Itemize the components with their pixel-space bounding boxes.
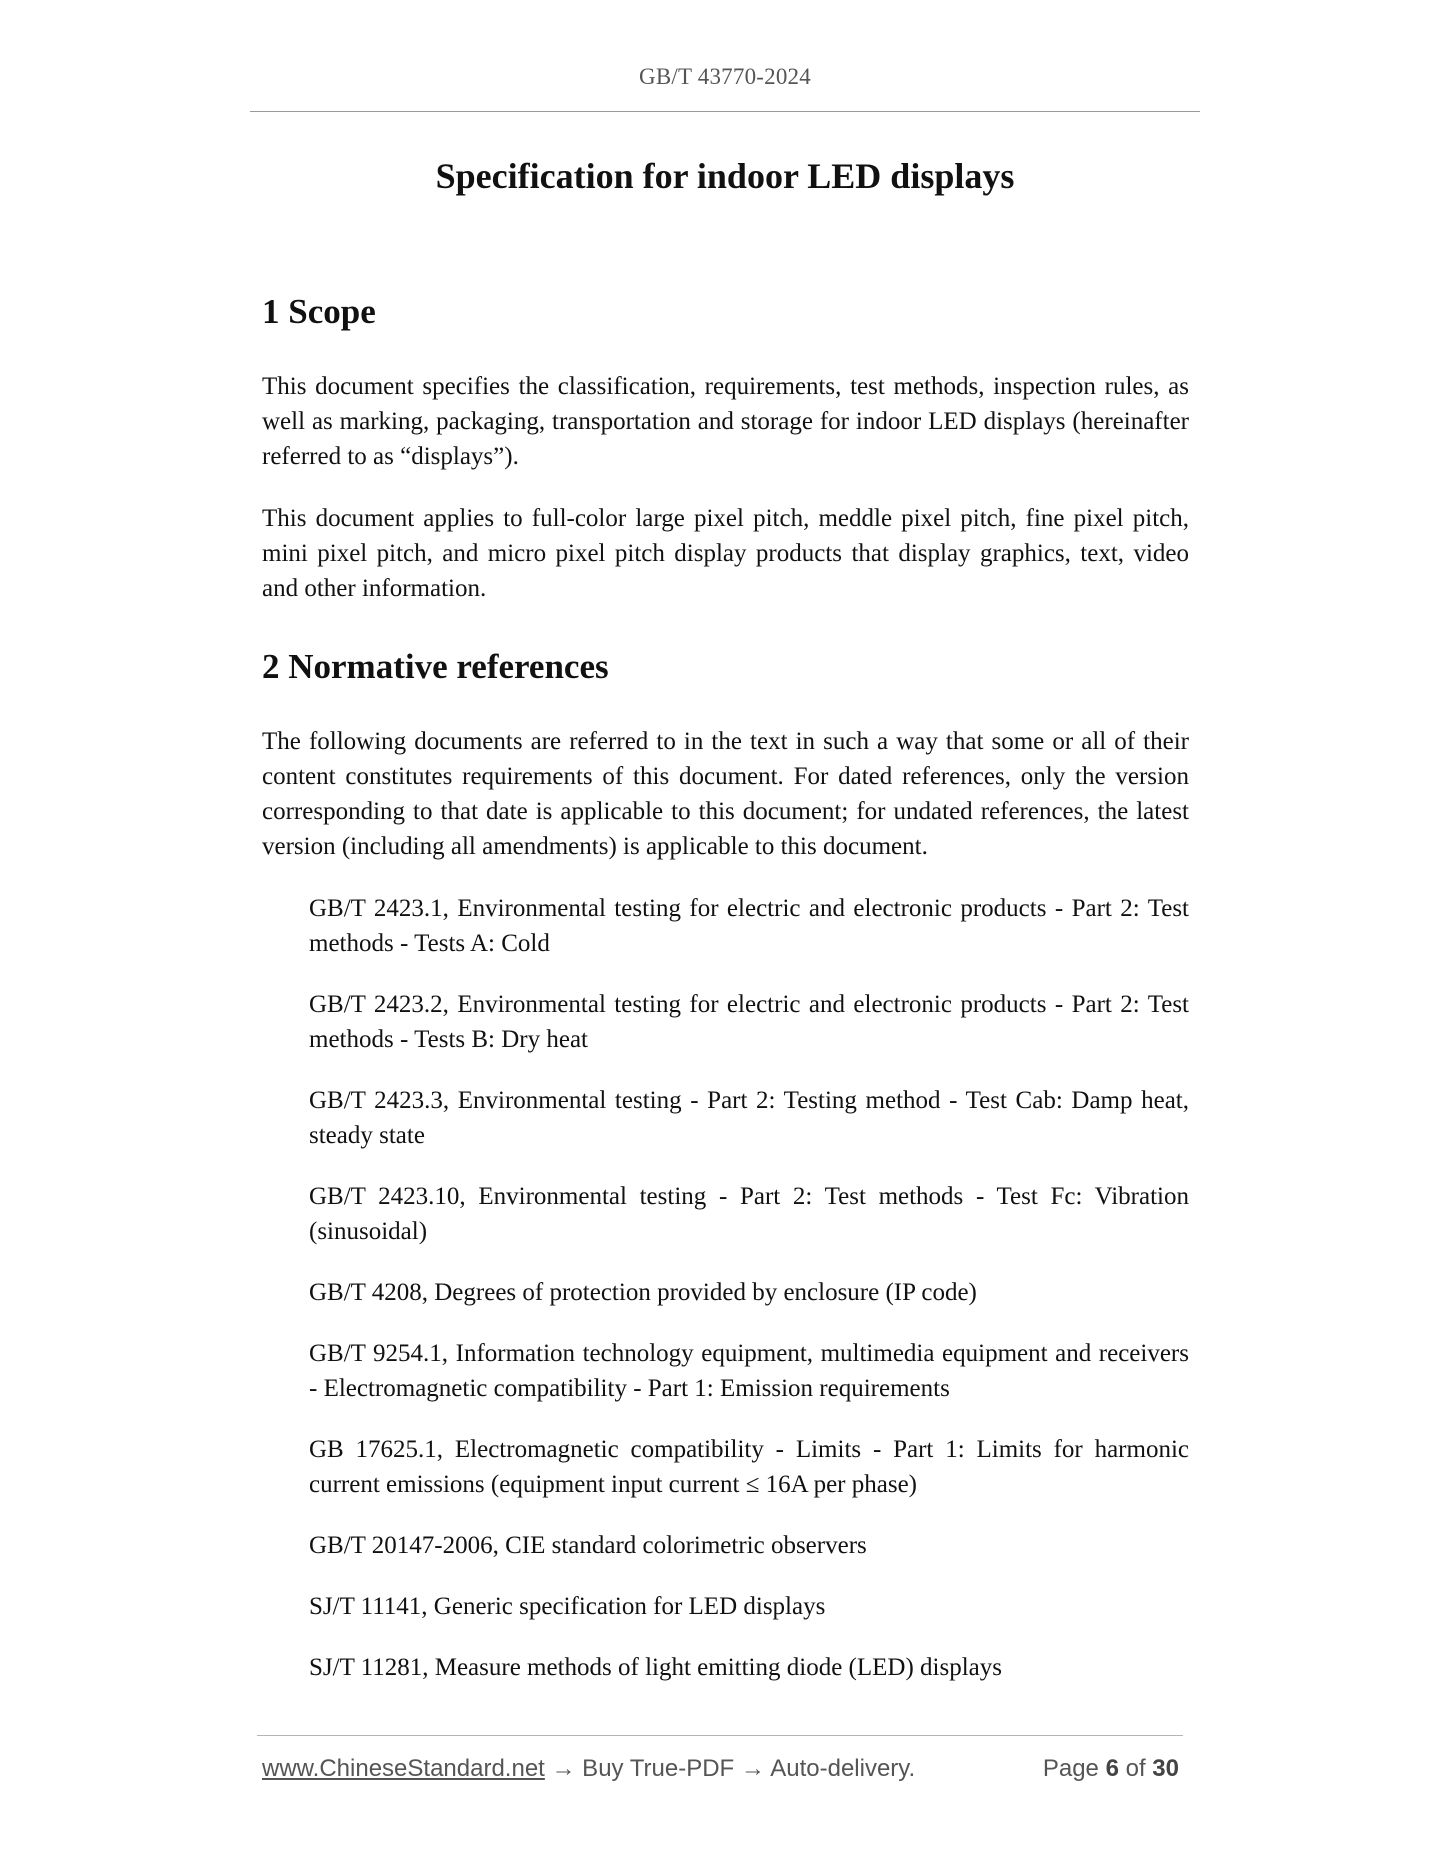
- reference-item: SJ/T 11281, Measure methods of light emitting diode (LED) displays: [309, 1654, 1002, 1681]
- references-intro-paragraph: The following documents are referred to in the text in such a way that some or all of their content constitutes requirements of this document. For dated references, only the version corresponding to that date is applicable to this document; for undated references, the latest version (including all amendments) is applicable to this document.: [262, 728, 1189, 860]
- section-heading-scope: 1 Scope: [262, 292, 376, 331]
- reference-item: GB/T 2423.3, Environmental testing - Part 2: Testing method - Test Cab: Damp heat, steady state: [309, 1087, 1189, 1149]
- footer-divider: [257, 1735, 1183, 1736]
- page-label: Page: [1042, 1755, 1099, 1782]
- current-page-number: 6: [1105, 1755, 1119, 1782]
- header-divider: [250, 111, 1200, 112]
- page-indicator: [1043, 1755, 1179, 1783]
- page-of-label: of: [1125, 1755, 1146, 1782]
- total-pages-number: 30: [1152, 1755, 1179, 1782]
- scope-paragraph: This document applies to full-color large pixel pitch, meddle pixel pitch, fine pixel pitch, mini pixel pitch, and micro pixel pitch display products that display graphics, text, video and other information.: [262, 505, 1189, 602]
- document-body: [262, 290, 1189, 1711]
- reference-item: GB/T 9254.1, Information technology equipment, multimedia equipment and receivers - Electromagnetic compatibility - Part 1: Emission requirements: [309, 1340, 1189, 1402]
- scope-paragraph: This document specifies the classification, requirements, test methods, inspection rules, as well as marking, packaging, transportation and storage for indoor LED displays (hereinafter referred to as “displays”).: [262, 373, 1189, 470]
- reference-item: GB/T 2423.2, Environmental testing for electric and electronic products - Part 2: Test methods - Tests B: Dry heat: [309, 991, 1189, 1053]
- chinese-standard-link[interactable]: www.ChineseStandard.net: [262, 1755, 545, 1782]
- reference-item: GB/T 4208, Degrees of protection provided by enclosure (IP code): [309, 1279, 977, 1306]
- reference-item: GB/T 2423.1, Environmental testing for electric and electronic products - Part 2: Test methods - Tests A: Cold: [309, 895, 1189, 957]
- reference-list: [262, 891, 1189, 1685]
- reference-item: GB/T 20147-2006, CIE standard colorimetric observers: [309, 1532, 867, 1559]
- page-header-standard-code: GB/T 43770-2024: [639, 64, 811, 89]
- document-title: Specification for indoor LED displays: [435, 156, 1015, 196]
- footer-promo-text: → Buy True-PDF → Auto-delivery.: [544, 1755, 916, 1782]
- reference-item: GB 17625.1, Electromagnetic compatibility - Limits - Part 1: Limits for harmonic current emissions (equipment input current ≤ 16A per phase): [309, 1436, 1189, 1498]
- section-heading-normative-references: 2 Normative references: [262, 647, 609, 686]
- footer-promo: [262, 1755, 915, 1783]
- reference-item: GB/T 2423.10, Environmental testing - Part 2: Test methods - Test Fc: Vibration (sinusoidal): [309, 1183, 1189, 1245]
- reference-item: SJ/T 11141, Generic specification for LED displays: [309, 1593, 826, 1620]
